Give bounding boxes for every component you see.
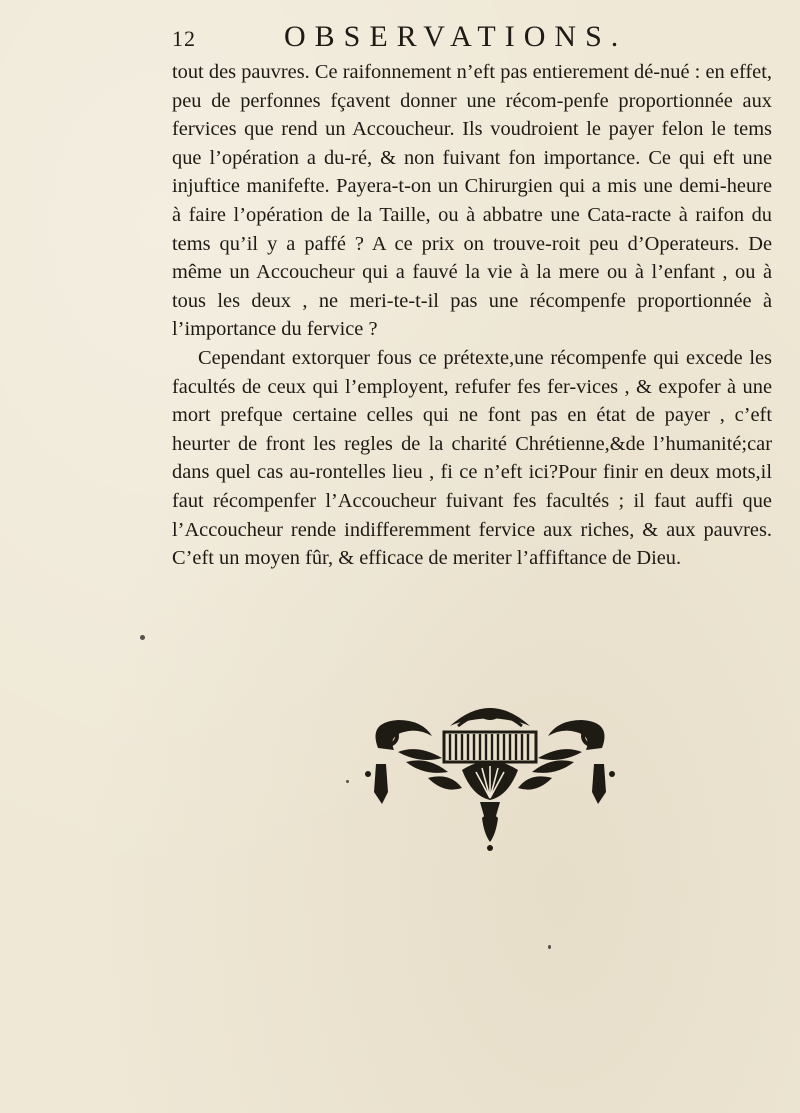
page-header	[172, 18, 632, 62]
ink-speck	[548, 945, 551, 949]
paragraph: Cependant extorquer fous ce prétexte,une récompenfe qui excede les facultés de ceux qui l’employent, refufer fes fer-vices , & expofer à une mort prefque certaine celles qui ne font pas en état de payer , c’eft heurter de front les regles de la charité Chrétienne,&de l’humanité;car dans quel cas au-rontelles lieu , fi ce n’eft ici?Pour finir en deux mots,il faut récompenfer l’Accoucheur fuivant fes facultés ; il faut auffi que l’Accoucheur rende indifferemment fervice aux riches, & aux pauvres. C’eft un moyen fûr, & efficace de meriter l’affiftance de Dieu.	[172, 346, 772, 570]
paragraph: tout des pauvres. Ce raifonnement n’eft pas entierement dé-nué : en effet, peu de perfonnes fçavent donner une récom-penfe proportionnée aux fervices que rend un Accoucheur. Ils voudroient le payer felon le tems que l’opération a du-ré, & non fuivant fon importance. Ce qui eft une injuftice manifefte. Payera-t-on un Chirurgien qui a mis une demi-heure à faire l’opération de la Taille, ou à abbatre une Cata-racte à raifon du tems qu’il y a paffé ? A ce prix on trouve-roit peu d’Operateurs. De même un Accoucheur qui a fauvé la vie à la mere ou à l’enfant , ou à tous les deux , ne meri-te-t-il pas une récompenfe proportionnée à l’importance du fervice ?	[172, 61, 772, 341]
ink-speck	[140, 635, 145, 640]
running-title: OBSERVATIONS.	[284, 20, 628, 53]
body-text	[172, 58, 772, 573]
ink-speck	[346, 780, 349, 783]
fleuron-ornament-icon	[358, 692, 622, 856]
page-number: 12	[172, 26, 196, 51]
